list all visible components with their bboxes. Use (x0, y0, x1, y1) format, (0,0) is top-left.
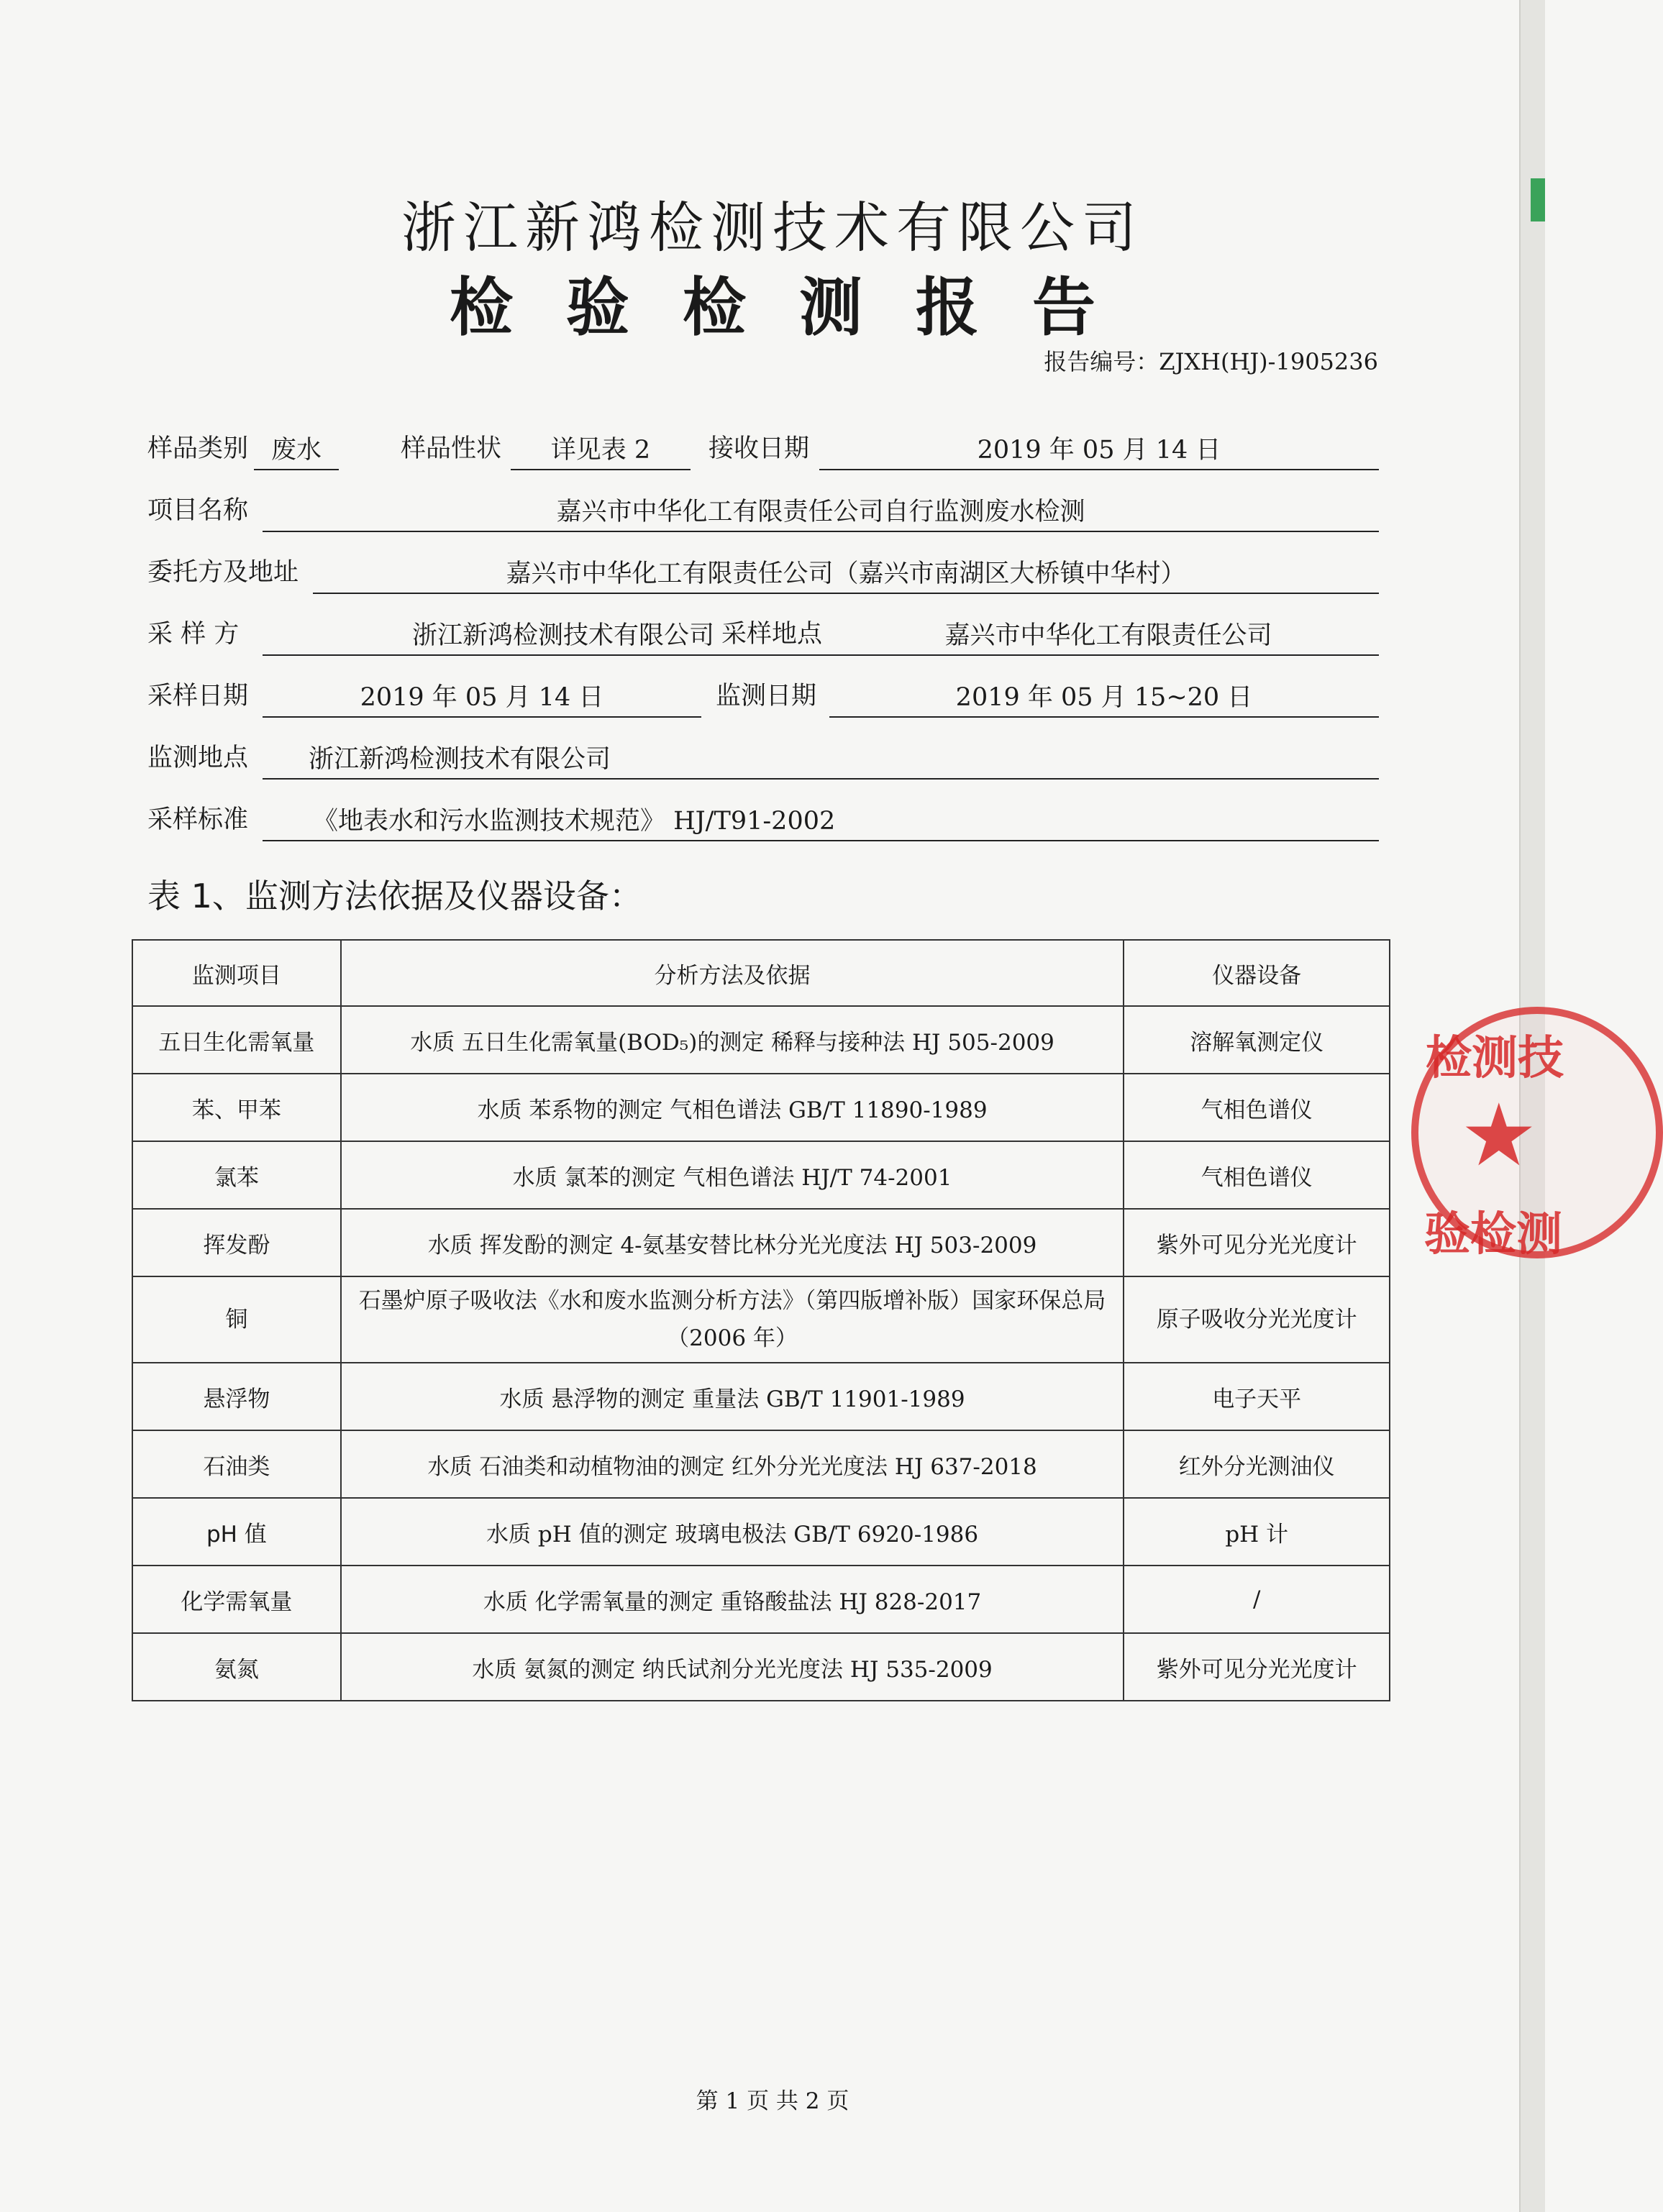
sampling-date-label: 采样日期 (147, 682, 249, 710)
equipment-cell: 紫外可见分光光度计 (1124, 1633, 1390, 1701)
page-number: 第 1 页 共 2 页 (696, 2088, 849, 2114)
sampler-value: 浙江新鸿检测技术有限公司 (263, 621, 864, 656)
column-header-equipment: 仪器设备 (1124, 940, 1390, 1006)
table-row (132, 1498, 1390, 1566)
monitor-item-cell: 化学需氧量 (132, 1566, 341, 1633)
method-cell: 水质 pH 值的测定 玻璃电极法 GB/T 6920-1986 (341, 1498, 1124, 1566)
sample-type-value: 废水 (254, 436, 339, 470)
sample-character-label: 样品性状 (401, 434, 502, 463)
standard-value: 《地表水和污水监测技术规范》 HJ/T91-2002 (263, 807, 1379, 841)
sampling-date-value: 2019 年 05 月 14 日 (263, 683, 701, 718)
monitor-item-cell: 苯、甲苯 (132, 1074, 341, 1141)
methods-table (132, 939, 1390, 1701)
client-label: 委托方及地址 (147, 558, 299, 587)
sample-info (147, 417, 1379, 850)
column-header-item: 监测项目 (132, 940, 341, 1006)
table-header-row (132, 940, 1390, 1006)
monitor-site-value: 浙江新鸿检测技术有限公司 (263, 745, 1379, 780)
method-cell: 水质 石油类和动植物油的测定 红外分光光度法 HJ 637-2018 (341, 1430, 1124, 1498)
client-value: 嘉兴市中华化工有限责任公司（嘉兴市南湖区大桥镇中华村） (313, 559, 1379, 594)
table1-heading: 表 1、监测方法依据及仪器设备： (147, 877, 642, 915)
sampling-site-value: 嘉兴市中华化工有限责任公司 (838, 621, 1379, 656)
table-row (132, 1074, 1390, 1141)
sampling-site-label: 采样地点 (721, 620, 823, 649)
table-row (132, 1363, 1390, 1430)
monitor-item-cell: pH 值 (132, 1498, 341, 1566)
table-row (132, 1006, 1390, 1074)
monitor-item-cell: 石油类 (132, 1430, 341, 1498)
table-row (132, 1209, 1390, 1276)
equipment-cell: 气相色谱仪 (1124, 1141, 1390, 1209)
monitor-date-label: 监测日期 (716, 682, 817, 710)
table-row (132, 1633, 1390, 1701)
method-cell: 水质 五日生化需氧量(BOD₅)的测定 稀释与接种法 HJ 505-2009 (341, 1006, 1124, 1074)
method-cell: 水质 苯系物的测定 气相色谱法 GB/T 11890-1989 (341, 1074, 1124, 1141)
method-cell: 水质 氯苯的测定 气相色谱法 HJ/T 74-2001 (341, 1141, 1124, 1209)
table-row (132, 1430, 1390, 1498)
info-row-standard (147, 788, 1379, 850)
info-row-sample (147, 417, 1379, 479)
equipment-cell: / (1124, 1566, 1390, 1633)
info-row-client (147, 541, 1379, 603)
monitor-site-label: 监测地点 (147, 744, 249, 772)
monitor-item-cell: 挥发酚 (132, 1209, 341, 1276)
monitor-item-cell: 五日生化需氧量 (132, 1006, 341, 1074)
info-row-sampler (147, 603, 1379, 664)
table-row (132, 1566, 1390, 1633)
sample-type-label: 样品类别 (147, 434, 249, 463)
info-row-project (147, 479, 1379, 541)
table-row (132, 1141, 1390, 1209)
project-name-value: 嘉兴市中华化工有限责任公司自行监测废水检测 (263, 498, 1379, 532)
info-row-monitor-site (147, 726, 1379, 788)
method-cell: 水质 悬浮物的测定 重量法 GB/T 11901-1989 (341, 1363, 1124, 1430)
receive-date-value: 2019 年 05 月 14 日 (819, 436, 1379, 470)
monitor-item-cell: 氯苯 (132, 1141, 341, 1209)
monitor-date-value: 2019 年 05 月 15~20 日 (829, 683, 1379, 718)
seal-text-top: 检测技 (1426, 1032, 1564, 1085)
receive-date-label: 接收日期 (709, 434, 810, 463)
equipment-cell: 红外分光测油仪 (1124, 1430, 1390, 1498)
method-cell: 石墨炉原子吸收法《水和废水监测分析方法》（第四版增补版）国家环保总局（2006 年） (341, 1276, 1124, 1363)
equipment-cell: 气相色谱仪 (1124, 1074, 1390, 1141)
sampler-label: 采 样 方 (147, 620, 240, 649)
column-header-method: 分析方法及依据 (341, 940, 1124, 1006)
equipment-cell: 溶解氧测定仪 (1124, 1006, 1390, 1074)
report-number: 报告编号：ZJXH(HJ)-1905236 (1044, 348, 1378, 375)
table-row (132, 1276, 1390, 1363)
method-cell: 水质 氨氮的测定 纳氏试剂分光光度法 HJ 535-2009 (341, 1633, 1124, 1701)
equipment-cell: pH 计 (1124, 1498, 1390, 1566)
method-cell: 水质 化学需氧量的测定 重铬酸盐法 HJ 828-2017 (341, 1566, 1124, 1633)
method-cell: 水质 挥发酚的测定 4-氨基安替比林分光光度法 HJ 503-2009 (341, 1209, 1124, 1276)
company-title: 浙江新鸿检测技术有限公司 (401, 196, 1144, 260)
sample-character-value: 详见表 2 (511, 436, 691, 470)
monitor-item-cell: 铜 (132, 1276, 341, 1363)
report-title: 检验检测报告 (449, 270, 1149, 344)
standard-label: 采样标准 (147, 805, 249, 834)
monitor-item-cell: 悬浮物 (132, 1363, 341, 1430)
info-row-dates (147, 664, 1379, 726)
project-name-label: 项目名称 (147, 496, 249, 525)
equipment-cell: 原子吸收分光光度计 (1124, 1276, 1390, 1363)
equipment-cell: 紫外可见分光光度计 (1124, 1209, 1390, 1276)
monitor-item-cell: 氨氮 (132, 1633, 341, 1701)
equipment-cell: 电子天平 (1124, 1363, 1390, 1430)
seal-text-bottom: 验检测 (1424, 1208, 1562, 1261)
seal-star-icon: ★ (1460, 1086, 1538, 1186)
